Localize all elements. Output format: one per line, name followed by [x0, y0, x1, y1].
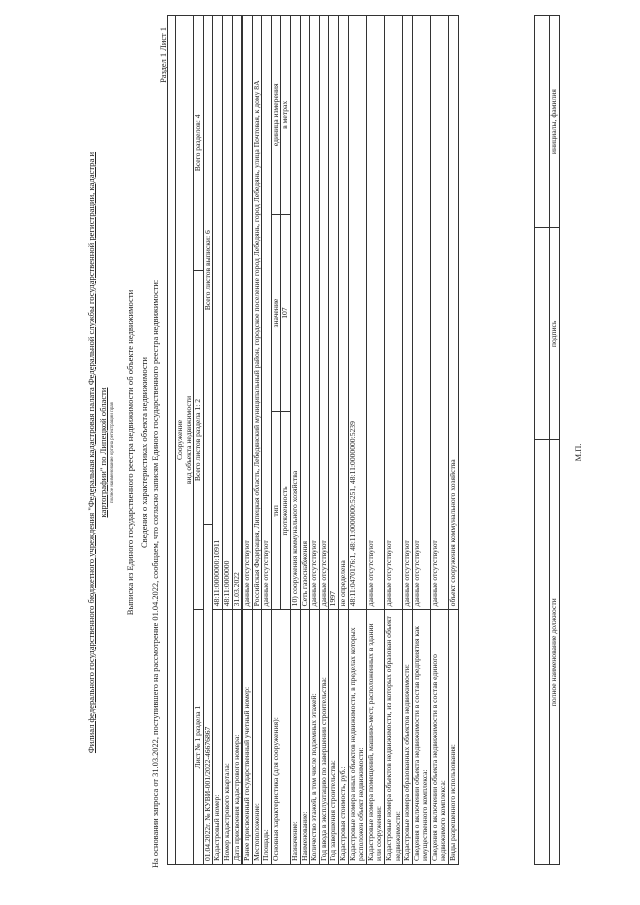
document-subtitle: Сведения о характеристиках объекта недвижимости — [139, 356, 149, 549]
agency-caption: полное наименование органа регистрации прав — [110, 402, 115, 503]
table-row: Сведения о включении объекта недвижимости в состав единого недвижимого комплекса: данные отсутствуют — [430, 16, 448, 865]
table-row: Наименование: Сеть газоснабжения — [300, 16, 310, 865]
sheets-total: Всего листов выписки: 6 — [203, 16, 213, 525]
characteristics-table — [242, 15, 459, 865]
extract-date-number: 01.04.2022г. № КУВИ-001/2022-46676867 — [203, 525, 213, 865]
table-row: Ранее присвоенный государственный учетный номер: данные отсутствуют — [243, 16, 253, 865]
signature-caption: подпись — [550, 228, 560, 440]
table-row: Кадастровая стоимость, руб.: не определена — [338, 16, 348, 865]
signature-field — [535, 228, 550, 440]
sheets-in-section: Всего листов раздела 1: 2 — [194, 270, 204, 610]
table-row: Виды разрешенного использования: объект сооружения коммунального хозяйства — [449, 16, 459, 865]
position-caption: полное наименование должности — [550, 440, 560, 865]
header-table — [167, 15, 242, 865]
sheet-number: Лист № 1 раздела 1 — [194, 610, 204, 865]
table-row: Год завершения строительства: 1997 — [329, 16, 339, 865]
object-type-cell — [176, 16, 194, 865]
main-characteristic-row: протяженность 107 в метрах — [281, 16, 291, 865]
table-row: Кадастровые номера помещений, машино-мест, расположенных в здании или сооружении: данные отсутствуют — [366, 16, 384, 865]
table-row: Количество этажей, в том числе подземных этажей: данные отсутствуют — [310, 16, 320, 865]
document-title: Выписка из Единого государственного реестра недвижимости об объекте недвижимости — [125, 289, 135, 616]
request-statement: На основании запроса от 31.03.2022, поступившего на рассмотрение 01.04.2022, сообщаем, что согласно записям Единого государственного реестра недвижимости: — [151, 279, 160, 868]
table-row: Кадастровые номера объектов недвижимости, из которых образован объект недвижимости: данные отсутствуют — [384, 16, 402, 865]
object-type: Сооружение — [175, 419, 184, 461]
section-label: Раздел 1 Лист 1 — [159, 27, 168, 83]
main-characteristic-head: Основная характеристика (для сооружения): тип значение единица измерения — [271, 16, 281, 865]
agency-name-line1: Филиал федерального государственного бюджетного учреждения "Федеральная кадастровая палата Федеральной службы государственной регистрации, кадастра и — [86, 151, 96, 754]
sections-total: Всего разделов: 4 — [194, 16, 204, 271]
table-row: Кадастровые номера иных объектов недвижимости, в пределах которых расположен объект недвижимости: 48:11:0470176:1, 48:11:0000000:5251, 48:11:0000000:5239 — [348, 16, 366, 865]
table-row: Дата присвоения кадастрового номера: 31.03.2022 — [232, 16, 242, 865]
table-row: Сведения о включении объекта недвижимости в состав предприятия как имущественного комплекса: данные отсутствуют — [412, 16, 430, 865]
table-row: Кадастровый номер: 48:11:0000000:10911 — [213, 16, 223, 865]
table-row: Площадь: данные отсутствуют — [262, 16, 272, 865]
object-type-caption: вид объекта недвижимости — [183, 395, 193, 485]
table-row: Год ввода в эксплуатацию по завершении строительства: данные отсутствуют — [319, 16, 329, 865]
name-field — [535, 16, 550, 228]
position-field — [535, 440, 550, 865]
table-row: Назначение: 10) сооружения коммунального хозяйства — [290, 16, 300, 865]
table-row: Номер кадастрового квартала: 48:11:0000000 — [222, 16, 232, 865]
table-row: Кадастровые номера образованных объектов недвижимости: данные отсутствуют — [403, 16, 413, 865]
agency-name-line2: картографии" по Липецкой области — [98, 387, 108, 518]
signature-table — [534, 15, 560, 865]
stamp-place: М.П. — [574, 443, 583, 462]
table-row: Местоположение: Российская Федерация, Липецкая область, Лебедянский муниципальный район, городское поселение город Лебедянь, город Лебедянь, улица Почтовая, к дому 8А — [252, 16, 262, 865]
name-caption: инициалы, фамилия — [550, 16, 560, 228]
